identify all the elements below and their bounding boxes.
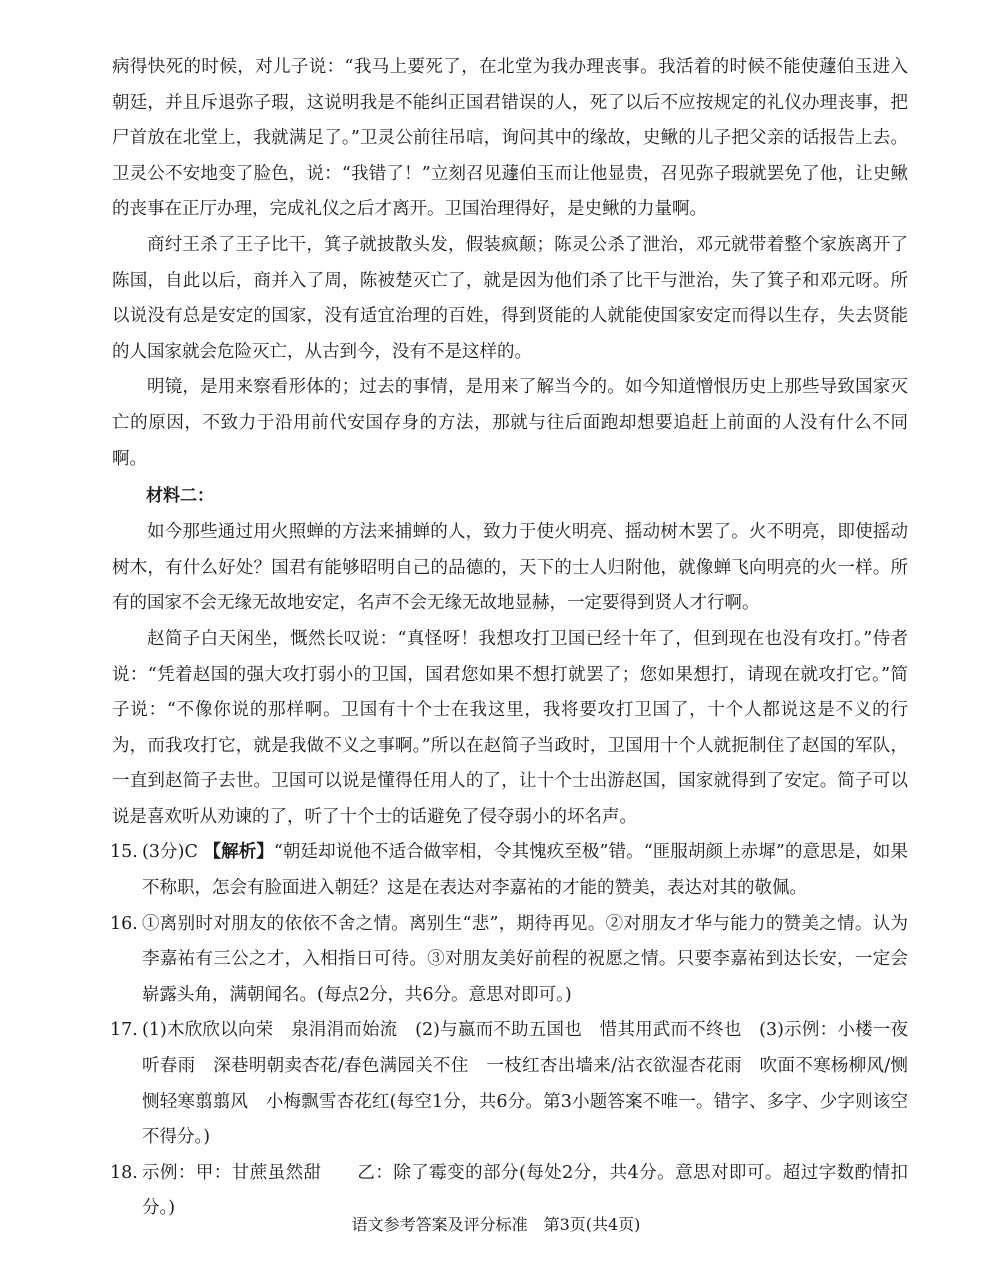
- material-two-heading: 材料二：: [146, 486, 214, 507]
- answer-item-15: [110, 835, 908, 906]
- answer-prefix: (3分)C: [142, 842, 204, 863]
- analysis-tag: 【解析】: [203, 842, 274, 863]
- answer-body: “朝廷却说他不适合做宰相，令其愧疚至极”错。“匪服胡颜上赤墀”的意思是，如果不称职，怎会有脸面进入朝廷？这是在表达对李嘉祐的才能的赞美，表达对其的敬佩。: [142, 842, 908, 899]
- answer-body: 示例：甲：甘蔗虽然甜 乙：除了霉变的部分(每处2分，共4分。意思对即可。超过字数酌情扣分。): [142, 1162, 908, 1219]
- answer-text: [142, 835, 908, 906]
- answer-number: 15.: [110, 842, 138, 863]
- paragraph: 病得快死的时候，对儿子说：“我马上要死了，在北堂为我办理丧事。我活着的时候不能使蘧伯玉进入朝廷，并且斥退弥子瑕，这说明我是不能纠正国君错误的人，死了以后不应按规定的礼仪办理丧事，把尸首放在北堂上，我就满足了。”卫灵公前往吊唁，询问其中的缘故，史鳅的儿子把父亲的话报告上去。卫灵公不安地变了脸色，说：“我错了！”立刻召见蘧伯玉而让他显贵，召见弥子瑕就罢免了他，让史鳅的丧事在正厅办理，完成礼仪之后才离开。卫国治理得好，是史鳅的力量啊。: [112, 57, 908, 220]
- material-two-section: [112, 515, 908, 835]
- paragraph: 如今那些通过用火照蝉的方法来捕蝉的人，致力于使火明亮、摇动树木罢了。火不明亮，即使摇动树木，有什么好处？国君有能够昭明自己的品德的，天下的士人归附他，就像蝉飞向明亮的火一样。所有的国家不会无缘无故地安定，名声不会无缘无故地显赫，一定要得到贤人才行啊。: [112, 522, 908, 614]
- answer-number: 17.: [110, 1020, 138, 1041]
- paragraph: 明镜，是用来察看形体的；过去的事情，是用来了解当今的。如今知道憎恨历史上那些导致国家灭亡的原因，不致力于沿用前代安国存身的方法，那就与往后面跑却想要追赶上前面的人没有什么不同啊。: [112, 377, 908, 469]
- page-footer: 语文参考答案及评分标准 第3页(共4页): [351, 1215, 641, 1234]
- paragraph: 赵简子白天闲坐，慨然长叹说：“真怪呀！我想攻打卫国已经十年了，但到现在也没有攻打。”侍者说：“凭着赵国的强大攻打弱小的卫国，国君您如果不想打就罢了；您如果想打，请现在就攻打它。”简子说：“不像你说的那样啊。卫国有十个士在我这里，我将要攻打卫国了，十个人都说这是不义的行为，而我攻打它，就是我做不义之事啊。”所以在赵简子当政时，卫国用十个人就扼制住了赵国的军队，一直到赵简子去世。卫国可以说是懂得任用人的了，让十个士出游赵国，国家就得到了安定。简子可以说是喜欢听从劝谏的了，听了十个士的话避免了侵夺弱小的坏名声。: [112, 628, 908, 827]
- answer-item-17: [110, 1013, 908, 1155]
- paragraph: 商纣王杀了王子比干，箕子就披散头发，假装疯颠；陈灵公杀了泄治，邓元就带着整个家族离开了陈国，自此以后，商并入了周，陈被楚灭亡了，就是因为他们杀了比干与泄治，失了箕子和邓元呀。所以说没有总是安定的国家，没有适宜治理的百姓，得到贤能的人就能使国家安定而得以生存，失去贤能的人国家就会危险灭亡，从古到今，没有不是这样的。: [112, 234, 908, 362]
- answer-body: (1)木欣欣以向荣 泉涓涓而始流 (2)与嬴而不助五国也 惜其用武而不终也 (3)示例：小楼一夜听春雨 深巷明朝卖杏花/春色满园关不住 一枝红杏出墙来/沾衣欲湿杏花雨 吹面不寒杨柳风/恻恻轻寒翦翦风 小梅飘雪杏花红(每空1分，共6分。第3小题答案不唯一。错字、多字、少字则该空不得分。): [142, 1020, 908, 1148]
- answer-item-16: [110, 907, 908, 1014]
- answer-number: 18.: [110, 1162, 138, 1183]
- answer-list: [112, 835, 908, 1227]
- answer-body: ①离别时对朋友的依依不舍之情。离别生“悲”，期待再见。②对朋友才华与能力的赞美之情。认为李嘉祐有三公之才，入相指日可待。③对朋友美好前程的祝愿之情。只要李嘉祐到达长安，一定会崭露头角，满朝闻名。(每点2分，共6分。意思对即可。): [142, 913, 908, 1005]
- answer-number: 16.: [110, 913, 138, 934]
- material-one-section: [112, 50, 908, 477]
